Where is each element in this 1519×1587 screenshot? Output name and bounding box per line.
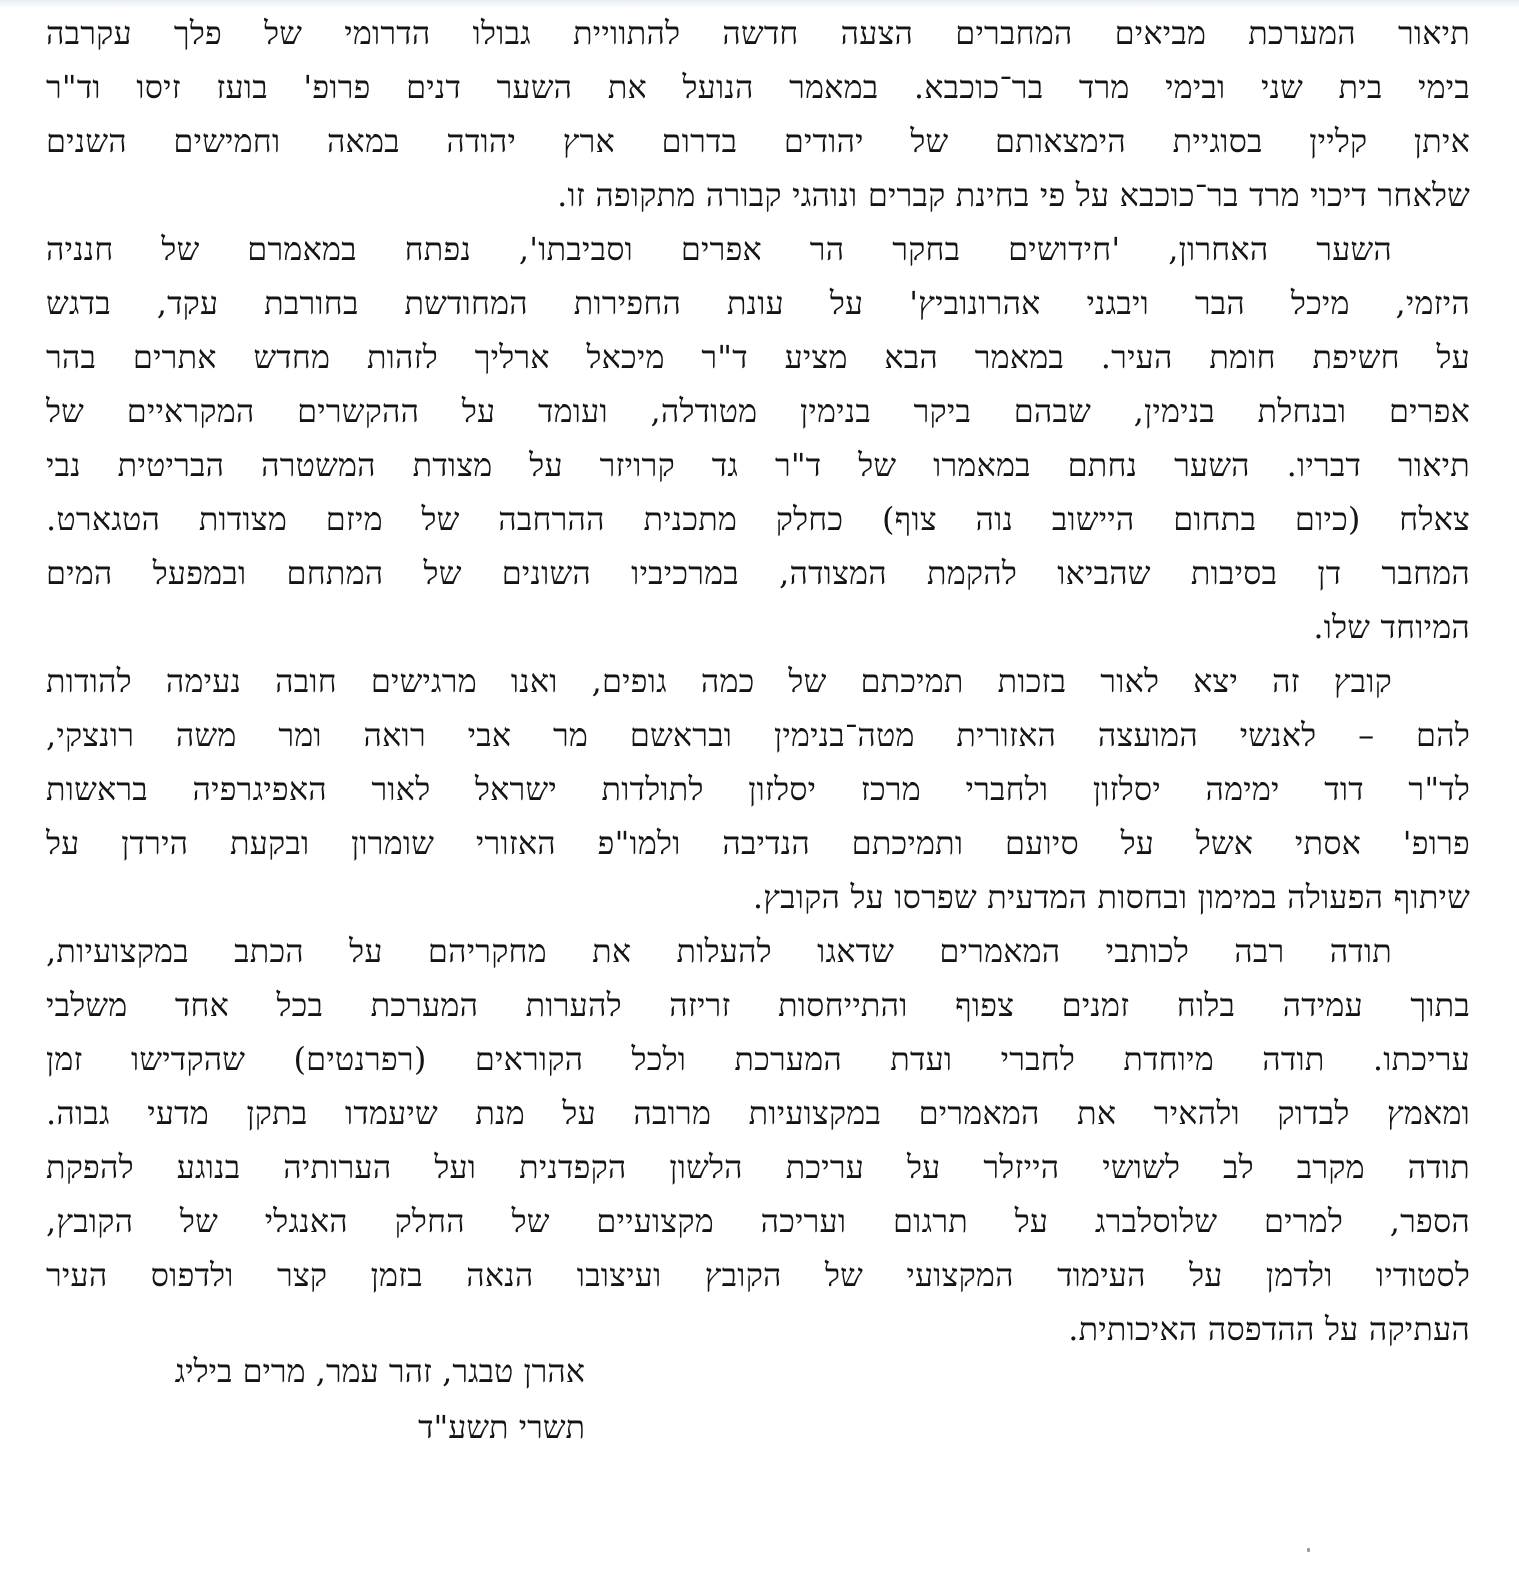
text-line: תיאור דבריו. השער נחתם במאמרו של ד"ר גד קרויזר על מצודת המשטרה הבריטית נבי <box>46 446 1470 484</box>
text-line: איתן קליין בסוגיית הימצאותם של יהודים בדרום ארץ יהודה במאה וחמישים השנים <box>46 122 1470 160</box>
text-line: המיוחד שלו. <box>1313 608 1470 646</box>
paragraph-3 <box>46 654 1470 924</box>
paragraph-2 <box>46 222 1470 654</box>
text-line: שלאחר דיכוי מרד בר־כוכבא על פי בחינת קברים ונוהגי קבורה מתקופה זו. <box>557 176 1470 214</box>
text-line: תודה רבה לכותבי המאמרים שדאגו להעלות את מחקריהם על הכתב במקצועיות, <box>46 932 1392 970</box>
text-line: הספר, למרים שלוסלברג על תרגום ועריכה מקצועיים של החלק האנגלי של הקובץ, <box>46 1202 1470 1240</box>
text-line: קובץ זה יצא לאור בזכות תמיכתם של כמה גופים, ואנו מרגישים חובה נעימה להודות <box>46 662 1392 700</box>
text-line: עריכתו. תודה מיוחדת לחברי ועדת המערכת ולכל הקוראים (רפרנטים) שהקדישו זמן <box>46 1040 1470 1078</box>
text-line: המחבר דן בסיבות שהביאו להקמת המצודה, במרכיביו השונים של המתחם ובמפעל המים <box>46 554 1470 592</box>
text-line: אפרים ובנחלת בנימין, שבהם ביקר בנימין מטודלה, ועומד על ההקשרים המקראיים של <box>46 392 1470 430</box>
text-line: לד"ר דוד ימימה יסלזון ולחברי מרכז יסלזון לתולדות ישראל לאור האפיגרפיה בראשות <box>46 770 1470 808</box>
text-line: היזמי, מיכל הבר ויבגני אהרונוביץ' על עונת החפירות המחודשת בחורבת עקד, בדגש <box>46 284 1470 322</box>
text-line: פרופ' אסתי אשל על סיועם ותמיכתם הנדיבה ולמו"פ האזורי שומרון ובקעת הירדן על <box>46 824 1470 862</box>
text-line: ומאמץ לבדוק ולהאיר את המאמרים במקצועיות מרובה על מנת שיעמדו בתקן מדעי גבוה. <box>46 1094 1470 1132</box>
text-line: בימי בית שני ובימי מרד בר־כוכבא. במאמר הנועל את השער דנים פרופ' בועז זיסו וד"ר <box>46 68 1470 106</box>
paragraph-4 <box>46 924 1470 1356</box>
signature-date: תשרי תשע"ד <box>418 1408 585 1446</box>
signature-names: אהרן טבגר, זהר עמר, מרים ביליג <box>174 1352 585 1390</box>
signature-block <box>25 1343 585 1455</box>
text-line: שיתוף הפעולה במימון ובחסות המדעית שפרסו על הקובץ. <box>752 878 1470 916</box>
paragraph-1 <box>46 6 1470 222</box>
text-line: השער האחרון, 'חידושים בחקר הר אפרים וסביבתו', נפתח במאמרם של חנניה <box>46 230 1392 268</box>
text-line: על חשיפת חומת העיר. במאמר הבא מציע ד"ר מיכאל ארליך לזהות מחדש אתרים בהר <box>46 338 1470 376</box>
scan-speck <box>1307 1548 1310 1552</box>
text-line: תיאור המערכת מביאים המחברים הצעה חדשה להתוויית גבולו הדרומי של פלך עקרבה <box>46 14 1470 52</box>
text-line: לסטודיו ולדמן על העימוד המקצועי של הקובץ ועיצובו הנאה בזמן קצר ולדפוס העיר <box>46 1256 1470 1294</box>
text-line: צאלח (כיום בתחום היישוב נוה צוף) כחלק מתכנית ההרחבה של מיזם מצודות הטגארט. <box>46 500 1470 538</box>
body-text <box>46 6 1470 1356</box>
text-line: בתוך עמידה בלוח זמנים צפוף והתייחסות זריזה להערות המערכת בכל אחד משלבי <box>46 986 1470 1024</box>
text-line: תודה מקרב לב לשושי הייזלר על עריכת הלשון הקפדנית ועל הערותיה בנוגע להפקת <box>46 1148 1470 1186</box>
text-line: העתיקה על ההדפסה האיכותית. <box>1068 1310 1470 1348</box>
text-line: להם – לאנשי המועצה האזורית מטה־בנימין ובראשם מר אבי רואה ומר משה רונצקי, <box>46 716 1470 754</box>
